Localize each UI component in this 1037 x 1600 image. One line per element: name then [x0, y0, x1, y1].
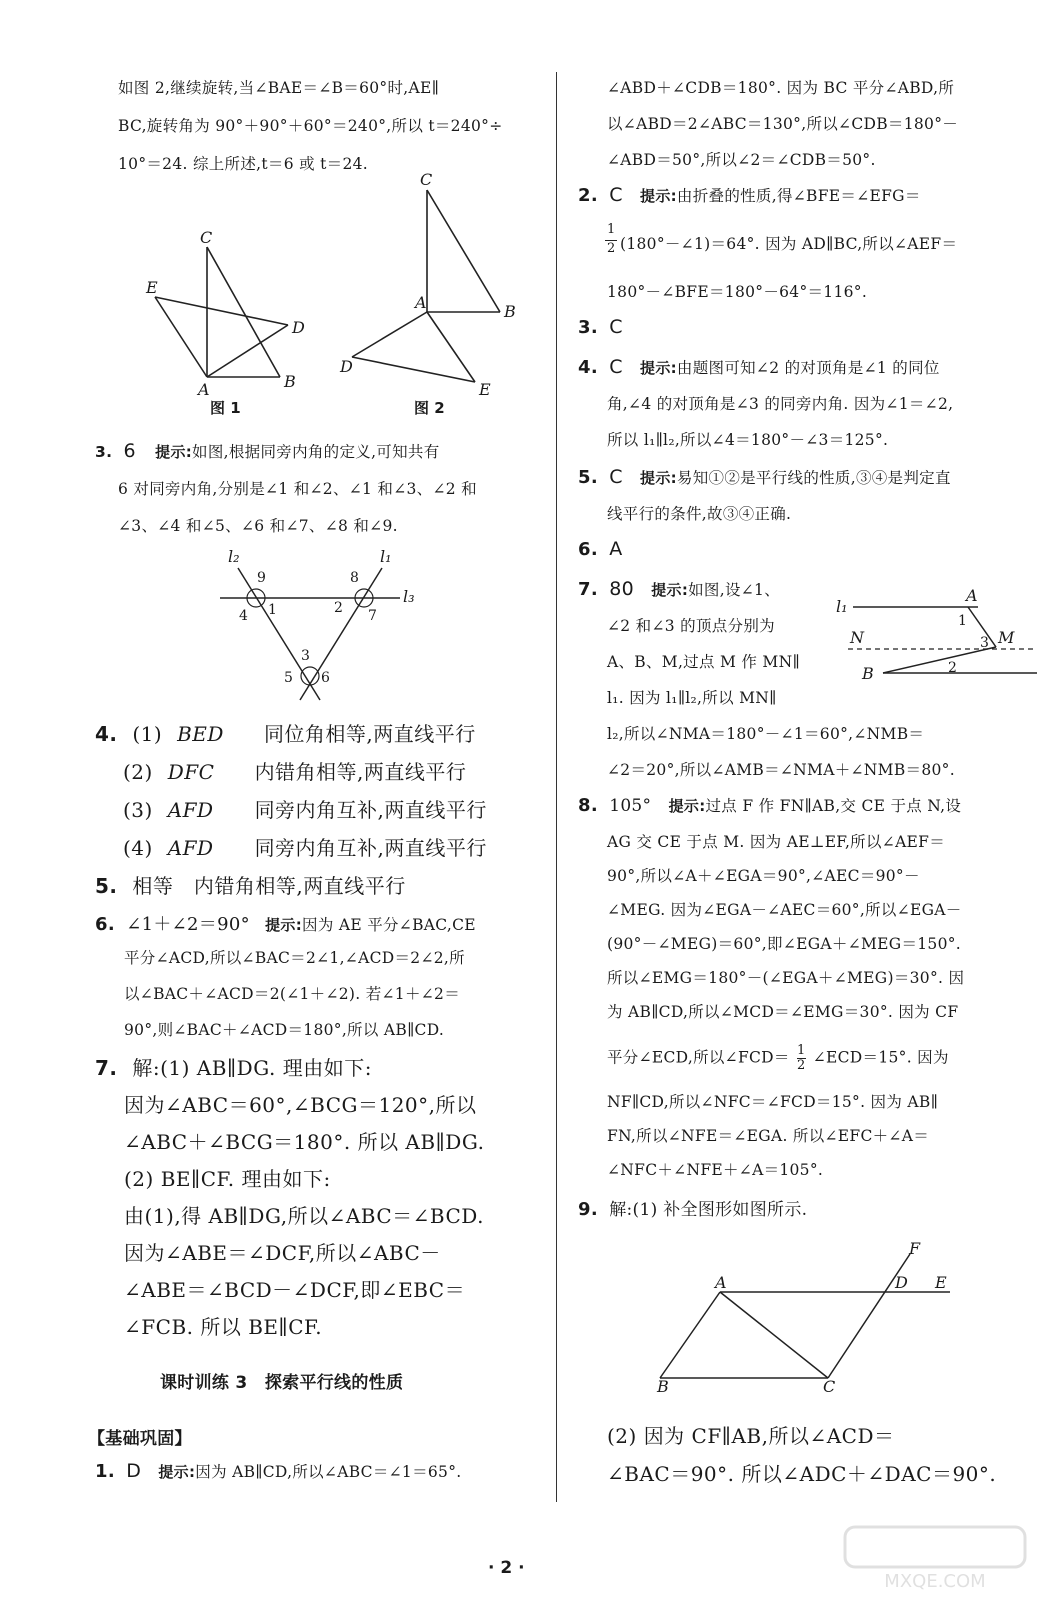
question-9 [578, 1195, 807, 1220]
question-6 [95, 910, 476, 936]
text-line: 180°－∠BFE＝180°－64°＝116°. [607, 283, 868, 301]
question-4-item [123, 794, 487, 823]
text-line: ∠ABD＝50°,所以∠2＝∠CDB＝50°. [607, 151, 876, 169]
question-6 [578, 538, 623, 560]
item-answer: AFD [167, 798, 214, 822]
label-M: M [998, 628, 1015, 647]
angle-6: 6 [321, 670, 330, 686]
text-line: l₁. 因为 l₁∥l₂,所以 MN∥ [607, 689, 777, 707]
text-line: A、B、M,过点 M 作 MN∥ [607, 653, 800, 671]
question-3 [95, 440, 440, 462]
angle-5: 5 [284, 670, 293, 686]
text-line: (180°－∠1)＝64°. 因为 AD∥BC,所以∠AEF＝ [620, 235, 958, 253]
text-line: ∠BAC＝90°. 所以∠ADC＋∠DAC＝90°. [607, 1462, 997, 1486]
caption-fig1: 图 1 [210, 399, 241, 417]
text-line: 解:(1) 补全图形如图所示. [609, 1200, 808, 1220]
text-line: ∠FCB. 所以 BE∥CF. [124, 1315, 323, 1339]
angle-2: 2 [334, 600, 343, 616]
hint-label: 提示: [651, 581, 689, 599]
label-E: E [146, 278, 158, 297]
answer: C [609, 356, 623, 378]
item-reason: 同位角相等,两直线平行 [263, 722, 476, 746]
question-number: 2. [578, 185, 598, 206]
question-number: 6. [95, 914, 115, 935]
question-number: 5. [95, 874, 118, 898]
question-number: 5. [578, 467, 598, 488]
item-index: (3) [123, 798, 153, 822]
label-D: D [895, 1273, 908, 1292]
text-line: NF∥CD,所以∠NFC＝∠FCD＝15°. 因为 AB∥ [607, 1093, 939, 1111]
angle-8: 8 [350, 570, 359, 586]
question-7 [95, 1052, 372, 1081]
page-number: · 2 · [488, 1558, 525, 1578]
label-A: A [966, 586, 978, 605]
angle-1: 1 [268, 602, 277, 618]
text-line: 90°,则∠BAC＋∠ACD＝180°,所以 AB∥CD. [124, 1021, 445, 1039]
caption-fig2: 图 2 [414, 399, 445, 417]
text-line: ∠ABE＝∠BCD－∠DCF,即∠EBC＝ [124, 1278, 466, 1302]
answer: C [609, 316, 623, 338]
column-divider [556, 72, 557, 1502]
item-answer: AFD [167, 836, 214, 860]
label-E: E [479, 380, 491, 399]
hint-label: 提示: [265, 916, 303, 934]
text-line [607, 1044, 949, 1073]
text-line: ∠2＝20°,所以∠AMB＝∠NMA＋∠NMB＝80°. [607, 761, 955, 779]
answer: D [126, 1460, 142, 1482]
text-segment: 平分∠ECD,所以∠FCD＝ [607, 1048, 790, 1067]
text-line: ∠2 和∠3 的顶点分别为 [607, 617, 775, 635]
label-l1: l₁ [836, 597, 848, 616]
question-number: 7. [578, 579, 598, 600]
text-line: ∠ABD＋∠CDB＝180°. 因为 BC 平分∠ABD,所 [607, 79, 955, 97]
text-line: BC,旋转角为 90°＋90°＋60°＝240°,所以 t＝240°÷ [118, 117, 503, 135]
section-title: 课时训练 3 探索平行线的性质 [160, 1373, 404, 1393]
answer: 105° [609, 796, 652, 816]
question-3 [578, 316, 623, 338]
text-line: 以∠BAC＋∠ACD＝2(∠1＋∠2). 若∠1＋∠2＝ [124, 985, 461, 1003]
label-F: F [909, 1239, 921, 1258]
angle-3: 3 [980, 635, 989, 651]
question-number: 9. [578, 1199, 598, 1220]
figure-rotation [130, 165, 530, 425]
text-line: ∠MEG. 因为∠EGA－∠AEC＝60°,所以∠EGA－ [607, 901, 962, 919]
hint-text: 如图,设∠1、 [688, 581, 781, 599]
label-D: D [292, 318, 305, 337]
question-number: 6. [578, 539, 598, 560]
angle-2: 2 [948, 660, 957, 676]
question-number: 3. [578, 317, 598, 338]
text-line: AG 交 CE 于点 M. 因为 AE⊥EF,所以∠AEF＝ [607, 833, 946, 851]
question-5 [578, 466, 951, 488]
text-line: 90°,所以∠A＋∠EGA＝90°,∠AEC＝90°－ [607, 867, 920, 885]
label-A: A [715, 1273, 727, 1292]
text-line: (90°－∠MEG)＝60°,即∠EGA＋∠MEG＝150°. [607, 935, 962, 953]
fraction [797, 1044, 806, 1073]
label-B: B [657, 1377, 669, 1396]
label-C: C [823, 1377, 836, 1396]
angle-9: 9 [257, 570, 266, 586]
text-line: 6 对同旁内角,分别是∠1 和∠2、∠1 和∠3、∠2 和 [118, 480, 477, 498]
label-l1: l₁ [380, 548, 392, 566]
label-l3: l₃ [403, 587, 415, 606]
question-2 [578, 184, 921, 206]
text-line: 所以∠EMG＝180°－(∠EGA＋∠MEG)＝30°. 因 [607, 969, 965, 987]
angle-1: 1 [958, 613, 967, 629]
label-B: B [504, 302, 516, 321]
figure-2 [339, 170, 516, 417]
text-line: ∠NFC＋∠NFE＋∠A＝105°. [607, 1161, 824, 1179]
question-number: 3. [95, 443, 113, 461]
hint-label: 提示: [640, 469, 677, 487]
basic-question-1 [95, 1460, 461, 1482]
hint-text: 如图,根据同旁内角的定义,可知共有 [192, 443, 440, 461]
figure-q7 [828, 585, 1037, 695]
label-D: D [340, 357, 353, 376]
text-line: 线平行的条件,故③④正确. [607, 505, 792, 523]
text-line: 因为∠ABE＝∠DCF,所以∠ABC－ [124, 1241, 441, 1265]
text-line: (2) BE∥CF. 理由如下: [124, 1167, 331, 1191]
question-5 [95, 870, 406, 899]
label-N: N [850, 628, 864, 647]
question-number: 8. [578, 795, 598, 816]
text-line: 解:(1) AB∥DG. 理由如下: [132, 1056, 372, 1080]
question-7 [578, 578, 780, 600]
hint-label: 提示: [155, 443, 193, 461]
figure-1 [145, 228, 305, 417]
right-column [560, 0, 1037, 1600]
watermark-logo [835, 1525, 1035, 1595]
answer: ∠1＋∠2＝90° [126, 914, 250, 935]
hint-text: 易知①②是平行线的性质,③④是判定直 [676, 469, 951, 487]
text-line: 由(1),得 AB∥DG,所以∠ABC＝∠BCD. [124, 1204, 484, 1228]
label-A: A [415, 293, 427, 312]
question-number: 4. [95, 722, 118, 746]
angle-4: 4 [239, 608, 248, 624]
answer: C [609, 466, 623, 488]
label-C: C [200, 228, 213, 247]
label-E: E [935, 1273, 947, 1292]
item-reason: 同旁内角互补,两直线平行 [254, 798, 487, 822]
watermark-text: MXQE.COM [884, 1571, 986, 1592]
hint-label: 提示: [668, 797, 706, 815]
text-line: ∠3、∠4 和∠5、∠6 和∠7、∠8 和∠9. [118, 517, 398, 535]
answer: 80 [609, 578, 634, 600]
text-line: 以∠ABD＝2∠ABC＝130°,所以∠CDB＝180°－ [607, 115, 959, 133]
text-line: 10°＝24. 综上所述,t＝6 或 t＝24. [118, 155, 369, 173]
text-line: 因为∠ABC＝60°,∠BCG＝120°,所以 [124, 1093, 477, 1117]
answer: 相等 内错角相等,两直线平行 [132, 874, 406, 898]
item-index: (1) [132, 722, 163, 746]
hint-text: 过点 F 作 FN∥AB,交 CE 于点 N,设 [705, 797, 962, 815]
angle-7: 7 [368, 608, 377, 624]
question-8 [578, 794, 961, 816]
item-answer: BED [177, 722, 224, 746]
text-line: l₂,所以∠NMA＝180°－∠1＝60°,∠NMB＝ [607, 725, 925, 743]
label-C: C [420, 170, 433, 189]
label-B: B [284, 372, 296, 391]
hint-text: 因为 AB∥CD,所以∠ABC＝∠1＝65°. [195, 1463, 462, 1481]
question-4 [95, 718, 476, 747]
text-line: 角,∠4 的对顶角是∠3 的同旁内角. 因为∠1＝∠2, [607, 395, 954, 413]
hint-label: 提示: [640, 359, 677, 377]
text-line: FN,所以∠NFE＝∠EGA. 所以∠EFC＋∠A＝ [607, 1127, 930, 1145]
fraction-denominator: 2 [796, 1058, 806, 1073]
answer: 6 [123, 440, 136, 462]
text-line: 平分∠ACD,所以∠BAC＝2∠1,∠ACD＝2∠2,所 [124, 949, 465, 967]
question-number: 4. [578, 357, 598, 378]
item-index: (4) [123, 836, 153, 860]
label-B: B [862, 664, 874, 683]
answer: A [609, 538, 623, 560]
hint-text: 由折叠的性质,得∠BFE＝∠EFG＝ [676, 187, 921, 205]
label-l2: l₂ [228, 548, 240, 566]
figure-q9 [645, 1236, 975, 1396]
question-4 [578, 356, 940, 378]
item-reason: 内错角相等,两直线平行 [254, 760, 467, 784]
section-subtitle: 【基础巩固】 [88, 1429, 192, 1449]
fraction-numerator: 1 [607, 222, 616, 237]
fraction-denominator: 2 [607, 241, 616, 256]
text-line: ∠ABC＋∠BCG＝180°. 所以 AB∥DG. [124, 1130, 485, 1154]
text-line: 如图 2,继续旋转,当∠BAE＝∠B＝60°时,AE∥ [118, 79, 440, 97]
question-number: 1. [95, 1461, 115, 1482]
hint-label: 提示: [158, 1463, 196, 1481]
question-4-item [123, 832, 487, 861]
fraction-numerator: 1 [796, 1043, 806, 1058]
figure-transversals [210, 548, 440, 708]
item-reason: 同旁内角互补,两直线平行 [254, 836, 487, 860]
answer: C [609, 184, 623, 206]
item-index: (2) [123, 760, 153, 784]
angle-3: 3 [301, 648, 310, 664]
hint-text: 因为 AE 平分∠BAC,CE [302, 916, 476, 934]
text-line: (2) 因为 CF∥AB,所以∠ACD＝ [607, 1424, 895, 1448]
hint-text: 由题图可知∠2 的对顶角是∠1 的同位 [676, 359, 940, 377]
text-line: 为 AB∥CD,所以∠MCD＝∠EMG＝30°. 因为 CF [607, 1003, 959, 1021]
item-answer: DFC [167, 760, 215, 784]
question-number: 7. [95, 1056, 118, 1080]
question-4-item [123, 756, 466, 785]
text-line: 所以 l₁∥l₂,所以∠4＝180°－∠3＝125°. [607, 431, 889, 449]
text-segment: ∠ECD＝15°. 因为 [812, 1048, 949, 1067]
label-A: A [198, 380, 210, 399]
hint-label: 提示: [640, 187, 677, 205]
